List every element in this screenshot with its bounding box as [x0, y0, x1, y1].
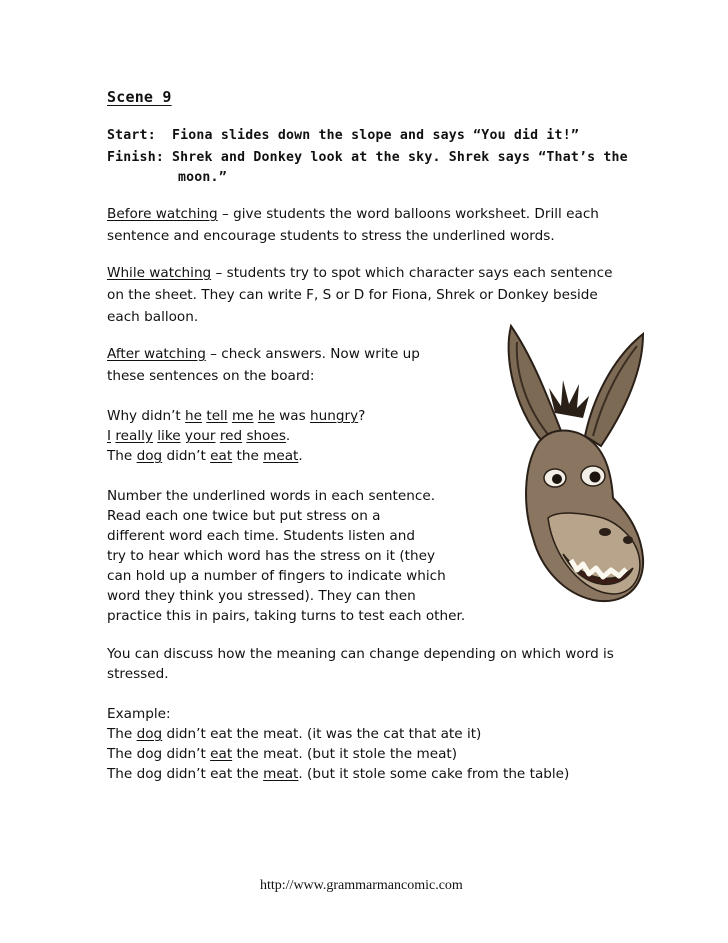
before-line-1 — [107, 203, 599, 225]
number-line-1: Number the underlined words in each sentence. — [107, 488, 436, 504]
before-watching-label: Before watching — [107, 206, 218, 222]
after-line-2: these sentences on the board: — [107, 368, 315, 384]
finish-label: Finish: — [107, 150, 164, 165]
example-line-2: The dog didn’t eat the meat. (but it stole the meat) — [107, 746, 458, 762]
before-text: – give students the word balloons worksheet. Drill each — [217, 206, 599, 222]
number-line-4: try to hear which word has the stress on it (they — [107, 548, 435, 564]
donkey-illustration — [493, 318, 653, 618]
number-line-6: word they think you stressed). They can then — [107, 588, 416, 604]
start-label: Start: — [107, 128, 156, 143]
scene-title: Scene 9 — [107, 88, 172, 106]
example-line-3: The dog didn’t eat the meat. (but it stole some cake from the table) — [107, 766, 570, 782]
number-line-2: Read each one twice but put stress on a — [107, 508, 381, 524]
sentence-3: The dog didn’t eat the meat. — [107, 448, 303, 464]
sentence-2: I really like your red shoes. — [107, 428, 291, 444]
while-watching-label: While watching — [107, 265, 212, 281]
example-label: Example: — [107, 706, 171, 722]
after-text: – check answers. Now write up — [205, 346, 420, 362]
while-line-3: each balloon. — [107, 309, 199, 325]
number-line-7: practice this in pairs, taking turns to test each other. — [107, 608, 466, 624]
example-line-1: The dog didn’t eat the meat. (it was the cat that ate it) — [107, 726, 482, 742]
while-text: – students try to spot which character says each sentence — [211, 265, 613, 281]
discuss-line-2: stressed. — [107, 666, 169, 682]
finish-text-line-1: Shrek and Donkey look at the sky. Shrek says “That’s the — [172, 150, 628, 165]
number-line-5: can hold up a number of fingers to indicate which — [107, 568, 446, 584]
before-line-2: sentence and encourage students to stress the underlined words. — [107, 228, 555, 244]
sentence-1: Why didn’t he tell me he was hungry? — [107, 408, 366, 424]
footer-url: http://www.grammarmancomic.com — [260, 878, 463, 893]
while-line-2: on the sheet. They can write F, S or D for Fiona, Shrek or Donkey beside — [107, 287, 598, 303]
start-text: Fiona slides down the slope and says “You did it!” — [172, 128, 579, 143]
finish-text-line-2: moon.” — [178, 170, 227, 185]
while-line-1 — [107, 262, 612, 284]
after-watching-label: After watching — [107, 346, 206, 362]
number-line-3: different word each time. Students listen and — [107, 528, 416, 544]
discuss-line-1: You can discuss how the meaning can change depending on which word is — [107, 646, 614, 662]
after-line-1 — [107, 343, 420, 365]
